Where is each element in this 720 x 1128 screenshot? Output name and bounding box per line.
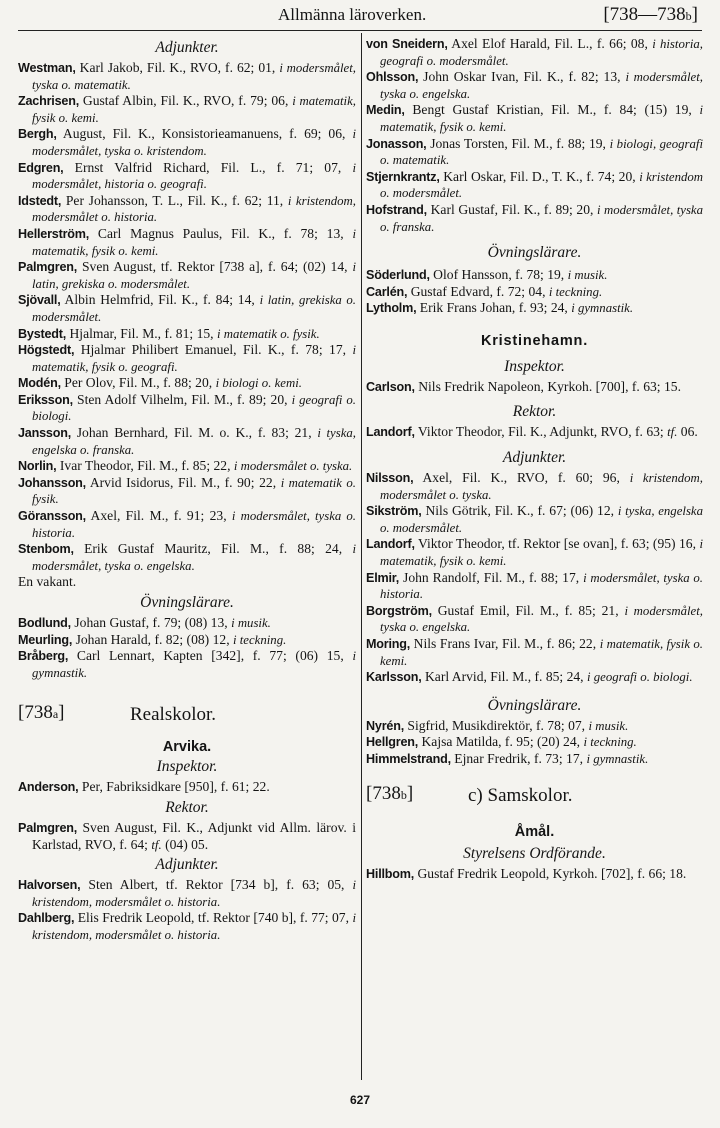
heading-adjunkter-right: Adjunkter. — [502, 449, 567, 467]
entry-name: Hillbom, — [366, 866, 415, 881]
entry-details: Ejnar Fredrik, f. 73; 17, — [450, 751, 587, 766]
entry-rektor — [18, 820, 356, 853]
entry-details: Erik Gustaf Mauritz, Fil. M., f. 88; 24, — [73, 541, 353, 557]
entry-details: Sven August, tf. Rektor [738 a], f. 64; (02) 14, — [77, 259, 353, 275]
page-header — [0, 3, 720, 29]
section-realskolor — [18, 701, 356, 735]
entry-subjects: tf. — [151, 837, 162, 852]
entry — [18, 126, 356, 159]
entry-details: Johan Harald, f. 82; (08) 12, — [72, 631, 233, 647]
entry-inspektor — [18, 779, 356, 796]
section-code-right — [366, 782, 414, 804]
heading-adjunkter: Adjunkter. — [155, 39, 219, 56]
entry-name: Himmelstrand, — [366, 752, 451, 766]
entry-details: Per Johansson, T. L., Fil. K., f. 62; 11, — [61, 192, 288, 208]
entry-subjects: i gymnastik. — [586, 752, 649, 766]
entry-details: Sten Adolf Vilhelm, Fil. M., f. 89; 20, — [72, 391, 292, 407]
entry-name: Nilsson, — [366, 471, 414, 486]
entry-details: John Oskar Ivan, Fil. K., f. 82; 13, — [418, 69, 626, 85]
entry-subjects: i modersmålet, tyska o. engelska. — [380, 603, 703, 635]
town-amal: Åmål. — [514, 823, 555, 840]
entry-subjects: i modersmålet, tyska o. engelska. — [32, 542, 356, 573]
entry — [18, 259, 356, 292]
entry-details: Ivar Theodor, Fil. M., f. 85; 22, — [56, 458, 234, 474]
section-code-right-close: ] — [406, 782, 414, 804]
entry-details: August, Fil. K., Konsistorieamanuens, f. 69; 06, — [56, 126, 353, 142]
entry-subjects: i matematik, fysik o. kemi. — [32, 94, 356, 125]
heading-ovningslarare-right-2: Övningslärare. — [487, 696, 582, 714]
entry-subjects: i biologi o. kemi. — [215, 376, 302, 391]
entry-details: Sven August, Fil. K., Adjunkt vid Allm. lärov. i Karlstad, RVO, f. 64; — [32, 819, 356, 852]
entry — [18, 292, 356, 325]
entry — [18, 226, 356, 259]
entry-details: Karl Gustaf, Fil. K., f. 89; 20, — [426, 201, 598, 217]
entry-subjects: i latin, grekiska o. modersmålet. — [32, 293, 357, 324]
entry — [366, 751, 703, 768]
entry-subjects: i matematik, fysik o. kemi. — [380, 537, 703, 569]
entry-details: Ernst Valfrid Richard, Fil. L., f. 71; 07, — [63, 159, 353, 175]
entries-left-ovning — [18, 615, 356, 681]
entry-subjects: i gymnastik. — [32, 649, 356, 680]
entries-right-adj — [366, 470, 703, 686]
heading-ovningslarare: Övningslärare. — [140, 594, 234, 611]
entry-name: Nyrén, — [366, 718, 404, 733]
entries-left-adj2 — [18, 877, 356, 943]
entry-details: Per Olov, Fil. M., f. 88; 20, — [60, 375, 216, 391]
entry-name: Sikström, — [366, 504, 422, 519]
entry — [366, 503, 703, 536]
page-number: 627 — [349, 1093, 371, 1107]
entry-subjects: tf. — [667, 424, 678, 439]
entry-tail: 06. — [677, 423, 698, 439]
entry-details: Gustaf Edvard, f. 72; 04, — [407, 283, 549, 299]
entry-name: Bergh, — [18, 127, 57, 142]
entry-details: Axel Elof Harald, Fil. L., f. 66; 08, — [447, 36, 653, 51]
entry-subjects: i geografi o. biologi. — [32, 392, 356, 424]
entry — [366, 284, 703, 301]
entry — [366, 102, 703, 135]
entries-right-top — [366, 36, 703, 235]
running-title: Allmänna läroverken. — [278, 5, 427, 24]
entry-name: Modén, — [18, 376, 61, 391]
entry-subjects: i modersmålet o. tyska. — [233, 459, 353, 474]
entry — [18, 60, 356, 93]
entry-name: Edgren, — [18, 160, 64, 175]
entry-subjects: i kristendom, modersmålet o. historia. — [32, 193, 356, 225]
entry-rektor-right — [366, 424, 703, 441]
entry-details: Axel, Fil. K., RVO, f. 60; 96, — [413, 470, 630, 486]
entry-subjects: i musik. — [567, 268, 608, 283]
entry-subjects: i modersmålet, tyska o. historia. — [32, 509, 357, 540]
entry-name: Sjövall, — [18, 293, 61, 308]
entry-name: Medin, — [366, 103, 405, 118]
entry-inspektor-right — [366, 379, 703, 396]
entry-name: Meurling, — [18, 632, 73, 647]
section-code-main: [738 — [18, 702, 53, 724]
entry-subjects: i teckning. — [233, 632, 287, 647]
entry — [366, 669, 703, 686]
entry-subjects: i kristendom o. modersmålet. — [380, 169, 703, 201]
entry — [366, 424, 703, 441]
entry-details: Gustaf Fredrik Leopold, Kyrkoh. [702], f. 66; 18. — [414, 865, 687, 881]
section-code-right-sub: b — [400, 787, 407, 802]
entry-name: Högstedt, — [18, 343, 75, 358]
entry-name: Moring, — [366, 637, 411, 652]
entry — [366, 603, 703, 636]
town-kristinehamn: Kristinehamn. — [480, 332, 589, 349]
section-range — [603, 4, 698, 26]
entry-subjects: i matematik o. fysik. — [32, 475, 356, 507]
entry-details: Arvid Isidorus, Fil. M., f. 90; 22, — [85, 474, 281, 490]
entry-subjects: i biologi, geografi o. matematik. — [380, 136, 703, 168]
entry-details: Erik Frans Johan, f. 93; 24, — [416, 300, 572, 316]
entry — [18, 820, 356, 853]
entry-details: Elis Fredrik Leopold, tf. Rektor [740 b], f. 77; 07, — [74, 910, 353, 926]
entry-subjects: i modersmålet, tyska o. matematik. — [32, 61, 356, 92]
entry — [18, 779, 356, 796]
entry-subjects: i matematik, fysik o. kemi. — [380, 103, 703, 134]
entry-details: Johan Gustaf, f. 79; (08) 13, — [70, 615, 232, 630]
left-column — [18, 36, 356, 944]
entry-details: Bengt Gustaf Kristian, Fil. M., f. 84; (15) 19, — [404, 102, 700, 118]
entry — [18, 392, 356, 425]
entry-subjects: i kristendom, modersmålet o. historia. — [32, 878, 356, 909]
entry-name: Idstedt, — [18, 193, 62, 208]
entry — [18, 632, 356, 649]
entry-details: Olof Hansson, f. 78; 19, — [429, 267, 568, 283]
entry-name: Hellgren, — [366, 735, 419, 750]
entry-details: Karl Arvid, Fil. M., f. 85; 24, — [421, 669, 587, 685]
entry — [366, 379, 703, 396]
town-arvika: Arvika. — [162, 739, 212, 756]
entry-name: Bodlund, — [18, 616, 71, 630]
entry-subjects: i latin, grekiska o. modersmålet. — [32, 260, 356, 291]
entries-left-adjunkter — [18, 60, 356, 574]
entry-name: Carlson, — [366, 379, 415, 394]
entry-details: Nils Götrik, Fil. K., f. 67; (06) 12, — [421, 503, 618, 519]
entry — [18, 375, 356, 392]
entry — [366, 866, 703, 883]
entry-subjects: i historia, geografi o. modersmålet. — [380, 37, 703, 68]
entry — [366, 69, 703, 102]
entry-name: Hofstrand, — [366, 202, 427, 217]
entry-name: Halvorsen, — [18, 878, 81, 893]
entry-name: Johansson, — [18, 475, 86, 490]
entry-ordforande — [366, 866, 703, 883]
entry — [18, 910, 356, 943]
entry — [18, 326, 356, 343]
section-samskolor — [366, 782, 703, 816]
entry-subjects: i modersmålet, historia o. geografi. — [32, 160, 356, 192]
entries-right-ovning — [366, 267, 703, 317]
right-column — [366, 36, 703, 882]
entry-name: Anderson, — [18, 780, 79, 795]
entry-name: Landorf, — [366, 424, 415, 439]
entry-name: Elmir, — [366, 570, 400, 585]
entry-name: Jonasson, — [366, 136, 427, 151]
entry-name: Westman, — [18, 61, 76, 75]
entry — [18, 508, 356, 541]
entry-name: Stenbom, — [18, 542, 74, 557]
entry-details: Carl Lennart, Kapten [342], f. 77; (06) 15, — [68, 648, 353, 664]
entries-right-ovning2 — [366, 718, 703, 768]
entry-subjects: i matematik o. fysik. — [216, 326, 320, 341]
entry — [366, 202, 703, 235]
entry-details: Per, Fabriksidkare [950], f. 61; 22. — [78, 779, 270, 795]
entry-name: Dahlberg, — [18, 911, 75, 926]
entry — [18, 648, 356, 681]
entry — [366, 570, 703, 603]
entry — [18, 342, 356, 375]
entry-subjects: i kristendom, modersmålet o. historia. — [32, 911, 356, 942]
entry — [18, 193, 356, 226]
entry-name: Jansson, — [18, 426, 71, 441]
entry-name: Göransson, — [18, 509, 86, 524]
entry — [366, 734, 703, 751]
range-sub: b — [685, 9, 692, 23]
entry-subjects: i geografi o. biologi. — [586, 670, 693, 685]
entry — [366, 267, 703, 284]
entry-subjects: i modersmålet, tyska o. franska. — [380, 202, 703, 234]
entry-subjects: i tyska, engelska o. franska. — [32, 426, 356, 457]
entry-name: Landorf, — [366, 537, 415, 552]
entry-name: Zachrisen, — [18, 94, 79, 109]
entry-details: Jonas Torsten, Fil. M., f. 88; 19, — [426, 135, 610, 151]
heading-adjunkter-2: Adjunkter. — [155, 856, 219, 874]
entry-name: Palmgren, — [18, 820, 78, 835]
entry-name: Lytholm, — [366, 301, 417, 316]
vacancy-note: En vakant. — [18, 574, 77, 590]
entry-details: Carl Magnus Paulus, Fil. K., f. 78; 13, — [89, 225, 353, 241]
entry-subjects: i kristendom, modersmålet o. tyska. — [380, 471, 703, 502]
entry-details: Nils Fredrik Napoleon, Kyrkoh. [700], f. 63; 15. — [414, 378, 681, 394]
entry-details: Hjalmar Philibert Emanuel, Fil. K., f. 78; 17, — [74, 342, 353, 358]
entry-subjects: i modersmålet, tyska o. engelska. — [380, 70, 703, 101]
range-main: [738—738 — [603, 4, 686, 25]
entry-subjects: i matematik, fysik o. geografi. — [32, 343, 356, 374]
entry — [18, 615, 356, 632]
heading-ovningslarare-right: Övningslärare. — [487, 244, 582, 262]
header-rule — [18, 30, 702, 31]
entry-name: Palmgren, — [18, 260, 78, 275]
section-code-close: ] — [58, 702, 65, 724]
entry-details: Hjalmar, Fil. M., f. 81; 15, — [66, 325, 217, 341]
entry-tail: (04) 05. — [161, 836, 209, 852]
entry-name: Norlin, — [18, 459, 57, 474]
entry-details: Karl Oskar, Fil. D., T. K., f. 74; 20, — [439, 168, 640, 184]
entry — [18, 93, 356, 126]
entry-name: von Sneidern, — [366, 37, 448, 51]
entry-subjects: i musik. — [588, 718, 629, 733]
entry-subjects: i teckning. — [548, 284, 603, 299]
entry-subjects: i matematik, fysik o. kemi. — [380, 637, 703, 668]
entry-details: Sten Albert, tf. Rektor [734 b], f. 63; 05, — [80, 877, 353, 893]
section-code-sub: a — [52, 707, 59, 722]
entry-name: Bystedt, — [18, 326, 67, 341]
entry-subjects: i modersmålet, tyska o. kristendom. — [32, 127, 356, 158]
heading-inspektor: Inspektor. — [156, 758, 218, 776]
entry — [366, 718, 703, 735]
section-label-right: c) Samskolor. — [468, 784, 573, 806]
entry-name: Stjernkrantz, — [366, 169, 440, 184]
entry-name: Söderlund, — [366, 268, 430, 283]
heading-rektor: Rektor. — [165, 798, 209, 816]
entry-name: Ohlsson, — [366, 70, 419, 85]
entry-name: Bråberg, — [18, 649, 69, 664]
entry — [18, 541, 356, 574]
entry — [366, 636, 703, 669]
entry — [366, 169, 703, 202]
entry-details: Gustaf Albin, Fil. K., RVO, f. 79; 06, — [79, 93, 293, 109]
entry-name: Borgström, — [366, 603, 432, 618]
entry-subjects: i gymnastik. — [571, 301, 634, 316]
entry-details: Sigfrid, Musikdirektör, f. 78; 07, — [404, 717, 589, 733]
heading-ordforande: Styrelsens Ordförande. — [463, 844, 606, 862]
entry — [366, 536, 703, 569]
section-code — [18, 702, 65, 724]
entry — [18, 458, 356, 475]
entry-details: Albin Helmfrid, Fil. K., f. 84; 14, — [60, 292, 260, 308]
entry — [366, 470, 703, 503]
entry-subjects: i matematik, fysik o. kemi. — [32, 226, 356, 258]
entry — [18, 425, 356, 458]
entry-details: Axel, Fil. M., f. 91; 23, — [85, 508, 232, 524]
entry-details: Viktor Theodor, Fil. K., Adjunkt, RVO, f. 63; — [414, 423, 668, 439]
heading-inspektor-right: Inspektor. — [504, 357, 565, 375]
entry-subjects: i musik. — [231, 616, 271, 630]
entry-details: Viktor Theodor, tf. Rektor [se ovan], f. 63; (95) 16, — [414, 536, 700, 552]
entry-details: John Randolf, Fil. M., f. 88; 17, — [399, 569, 584, 585]
entry-subjects: i modersmålet, tyska o. historia. — [380, 570, 703, 602]
section-code-right-main: [738 — [366, 782, 401, 804]
entry-name: Karlsson, — [366, 670, 422, 685]
section-label: Realskolor. — [130, 704, 217, 726]
entry — [366, 36, 703, 69]
entry — [18, 475, 356, 508]
entry — [366, 136, 703, 169]
entry-name: Eriksson, — [18, 392, 73, 407]
heading-rektor-right: Rektor. — [512, 402, 557, 420]
entry — [18, 877, 356, 910]
entry-details: Karl Jakob, Fil. K., RVO, f. 62; 01, — [75, 60, 280, 75]
entry-name: Carlén, — [366, 284, 408, 299]
entry-details: Kajsa Matilda, f. 95; (20) 24, — [418, 734, 584, 750]
entry-name: Hellerström, — [18, 226, 90, 241]
entry — [18, 160, 356, 193]
column-divider — [361, 33, 362, 1080]
entry — [366, 300, 703, 317]
entry-details: Johan Bernhard, Fil. M. o. K., f. 83; 21, — [71, 425, 318, 441]
entry-details: Gustaf Emil, Fil. M., f. 85; 21, — [431, 602, 625, 618]
range-close: ] — [691, 4, 698, 25]
entry-details: Nils Frans Ivar, Fil. M., f. 86; 22, — [410, 636, 600, 652]
entry-subjects: i tyska, engelska o. modersmålet. — [380, 504, 703, 535]
entry-subjects: i teckning. — [583, 735, 637, 750]
